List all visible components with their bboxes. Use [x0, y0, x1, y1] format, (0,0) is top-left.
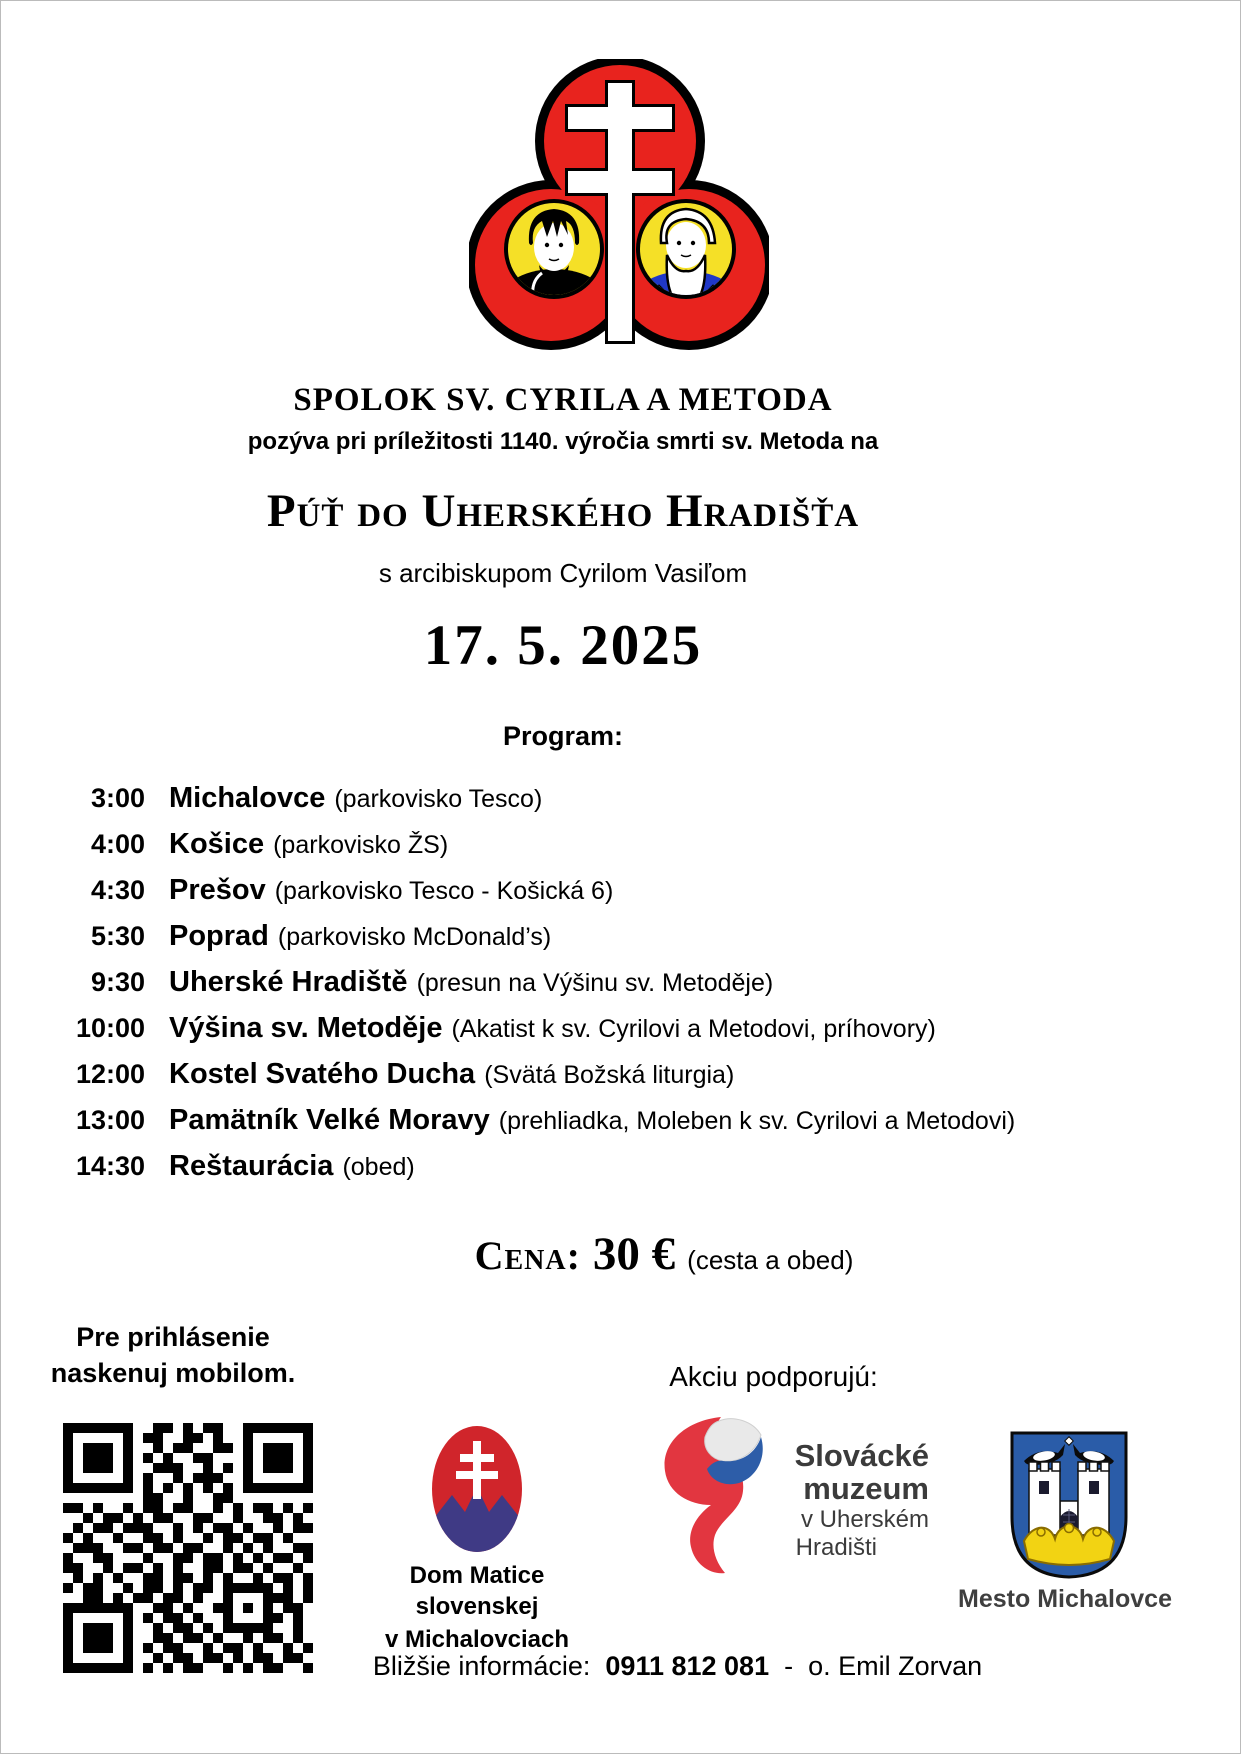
- program-row: [75, 828, 1175, 874]
- footer-contact-line: [1, 1651, 1241, 1682]
- organization-name: SPOLOK SV. CYRILA A METODA: [293, 382, 833, 418]
- program-place: Uherské Hradiště: [169, 966, 408, 998]
- event-title: Púť do Uherského Hradišťa: [266, 485, 860, 537]
- invitation-line: pozýva pri príležitosti 1140. výročia smrti sv. Metoda na: [247, 428, 879, 455]
- program-place: Reštaurácia: [169, 1150, 334, 1182]
- program-time: 13:00: [75, 1105, 145, 1135]
- program-list: [75, 782, 1175, 1196]
- slovacke-muzeum-ribbon-icon: [657, 1413, 769, 1577]
- price-label: Cena:: [474, 1233, 581, 1278]
- registration-line1: Pre prihlásenie: [76, 1322, 270, 1352]
- registration-instruction: [33, 1319, 313, 1391]
- slovacke-muzeum-line3: v Uherském: [800, 1505, 929, 1533]
- program-place: Pamätník Velké Moravy: [169, 1104, 490, 1136]
- program-note: (Svätá Božská liturgia): [484, 1061, 735, 1089]
- program-time: 3:00: [90, 783, 145, 813]
- program-time: 9:30: [90, 967, 145, 997]
- program-row: [75, 1012, 1175, 1058]
- program-note: (obed): [342, 1153, 415, 1181]
- matica-caption-line2: v Michalovciach: [384, 1626, 570, 1653]
- program-time: 5:30: [90, 921, 145, 951]
- program-place: Výšina sv. Metoděje: [169, 1012, 443, 1044]
- program-note: (parkovisko Tesco - Košická 6): [274, 877, 614, 905]
- program-time: 10:00: [75, 1013, 145, 1043]
- program-note: (parkovisko ŽS): [273, 831, 449, 859]
- price-note: (cesta a obed): [687, 1245, 854, 1275]
- slovacke-muzeum-logo: [657, 1413, 929, 1589]
- program-place: Košice: [169, 828, 265, 860]
- program-heading: Program:: [502, 721, 624, 751]
- price-line: [1, 1227, 1241, 1281]
- footer-contact-name: o. Emil Zorvan: [808, 1651, 983, 1681]
- footer-separator: -: [784, 1651, 794, 1681]
- program-row: [75, 1150, 1175, 1196]
- program-note: (prehliadka, Moleben k sv. Cyrilovi a Metodovi): [498, 1107, 1016, 1135]
- program-row: [75, 1104, 1175, 1150]
- price-value: 30 €: [592, 1228, 676, 1280]
- cyril-methodius-emblem-icon: [469, 59, 769, 351]
- program-place: Poprad: [169, 920, 269, 952]
- michalovce-coat-of-arms-icon: [1008, 1429, 1130, 1581]
- sponsors-heading: Akciu podporujú:: [669, 1361, 878, 1392]
- program-note: (parkovisko McDonald’s): [277, 923, 552, 951]
- matica-slovenska-logo: [347, 1425, 607, 1655]
- program-time: 4:30: [90, 875, 145, 905]
- slovacke-muzeum-line1: Slovácké: [794, 1438, 929, 1473]
- matica-slovenska-emblem-icon: [431, 1425, 523, 1553]
- michalovce-caption: Mesto Michalovce: [958, 1585, 1172, 1613]
- program-row: [75, 782, 1175, 828]
- program-time: 4:00: [90, 829, 145, 859]
- program-note: (Akatist k sv. Cyrilovi a Metodovi, príhovory): [451, 1015, 936, 1043]
- program-place: Prešov: [169, 874, 266, 906]
- registration-line2: naskenuj mobilom.: [50, 1358, 296, 1388]
- slovacke-muzeum-line4: Hradišti: [795, 1533, 877, 1561]
- slovacke-muzeum-line2: muzeum: [803, 1471, 929, 1507]
- event-date: 17. 5. 2025: [423, 614, 703, 677]
- program-time: 12:00: [75, 1059, 145, 1089]
- qr-code: [63, 1423, 313, 1673]
- footer-label: Bližšie informácie:: [372, 1651, 591, 1681]
- footer-phone: 0911 812 081: [605, 1651, 770, 1681]
- program-place: Michalovce: [169, 782, 326, 814]
- program-row: [75, 874, 1175, 920]
- event-subtitle: s arcibiskupom Cyrilom Vasiľom: [378, 558, 748, 588]
- program-note: (presun na Výšinu sv. Metoděje): [416, 969, 774, 997]
- program-note: (parkovisko Tesco): [334, 785, 543, 813]
- program-row: [75, 1058, 1175, 1104]
- program-place: Kostel Svatého Ducha: [169, 1058, 476, 1090]
- program-row: [75, 966, 1175, 1012]
- program-time: 14:30: [75, 1151, 145, 1181]
- program-row: [75, 920, 1175, 966]
- matica-caption-line1: Dom Matice slovenskej: [409, 1562, 545, 1620]
